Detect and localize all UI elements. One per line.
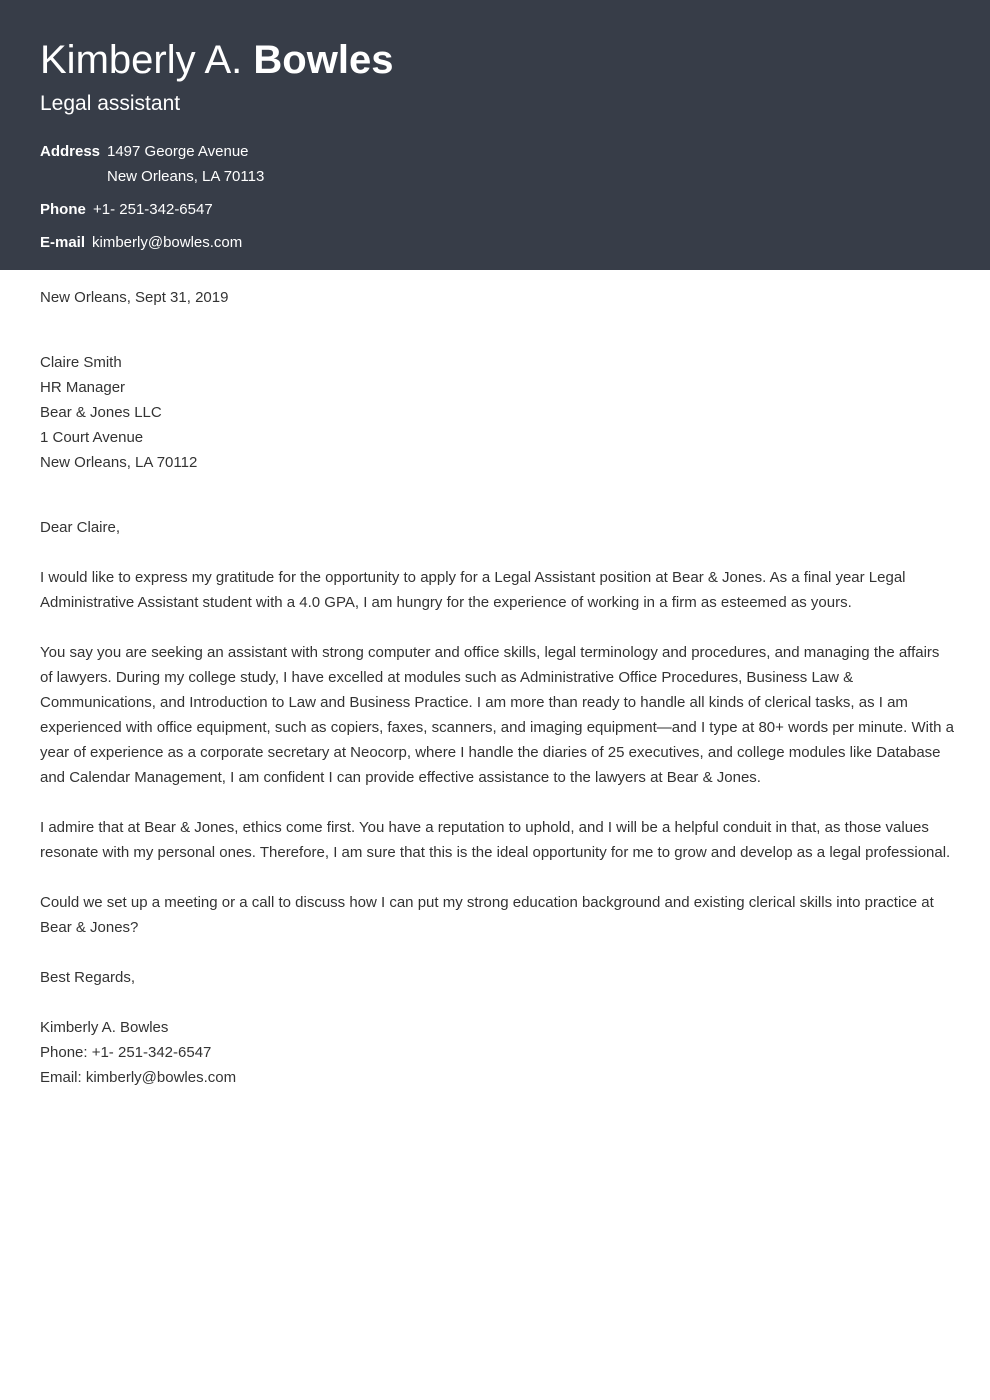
recipient-street: 1 Court Avenue bbox=[40, 429, 144, 446]
phone-label: Phone bbox=[40, 201, 86, 218]
closing: Best Regards, bbox=[40, 969, 136, 986]
address-label: Address bbox=[40, 143, 101, 160]
address-row bbox=[40, 139, 264, 189]
recipient-city: New Orleans, LA 70112 bbox=[40, 454, 198, 471]
body-paragraph-4: Could we set up a meeting or a call to discuss how I can put my strong education background and existing clerical skills into practice at Bear & Jones? bbox=[40, 894, 934, 936]
address-value bbox=[107, 139, 264, 189]
signature-email[interactable]: Email: kimberly@bowles.com bbox=[40, 1069, 237, 1086]
signature-block bbox=[40, 1015, 955, 1090]
address-line-1: 1497 George Avenue bbox=[107, 143, 249, 160]
email-link[interactable]: kimberly@bowles.com bbox=[92, 234, 243, 251]
letter-date: New Orleans, Sept 31, 2019 bbox=[40, 289, 229, 306]
phone-row bbox=[40, 197, 213, 222]
body-paragraph-2: You say you are seeking an assistant with strong computer and office skills, legal terminology and procedures, and managing the affairs of lawyers. During my college study, I have excelled at modules such as Administrative Office Procedures, Business Law & Communications, and Introduction to Law and Business Practice. I am more than ready to handle all kinds of clerical tasks, as I am experienced with office equipment, such as copiers, faxes, scanners, and imaging equipment—and I type at 80+ words per minute. With a year of experience as a corporate secretary at Neocorp, where I handle the diaries of 25 executives, and college modules like Database and Calendar Management, I am confident I can provide effective assistance to the lawyers at Bear & Jones. bbox=[40, 644, 954, 786]
job-title: Legal assistant bbox=[40, 92, 181, 115]
first-name: Kimberly A. bbox=[40, 38, 243, 82]
last-name: Bowles bbox=[253, 38, 394, 82]
recipient-title: HR Manager bbox=[40, 379, 126, 396]
resume-header bbox=[0, 0, 990, 270]
signature-name: Kimberly A. Bowles bbox=[40, 1019, 169, 1036]
email-row bbox=[40, 230, 242, 255]
recipient-name: Claire Smith bbox=[40, 354, 122, 371]
body-paragraph-1: I would like to express my gratitude for the opportunity to apply for a Legal Assistant position at Bear & Jones. As a final year Legal Administrative Assistant student with a 4.0 GPA, I am hungry for the experience of working in a firm as esteemed as yours. bbox=[40, 569, 906, 611]
signature-phone: Phone: +1- 251-342-6547 bbox=[40, 1044, 212, 1061]
recipient-company: Bear & Jones LLC bbox=[40, 404, 162, 421]
salutation: Dear Claire, bbox=[40, 519, 121, 536]
email-label: E-mail bbox=[40, 234, 86, 251]
address-line-2: New Orleans, LA 70113 bbox=[107, 168, 265, 185]
recipient-block bbox=[40, 350, 955, 475]
body-paragraph-3: I admire that at Bear & Jones, ethics come first. You have a reputation to uphold, and I will be a helpful conduit in that, as those values resonate with my personal ones. Therefore, I am sure that this is the ideal opportunity for me to grow and develop as a legal professional. bbox=[40, 819, 951, 861]
phone-value: +1- 251-342-6547 bbox=[93, 201, 213, 218]
applicant-name bbox=[40, 38, 393, 82]
